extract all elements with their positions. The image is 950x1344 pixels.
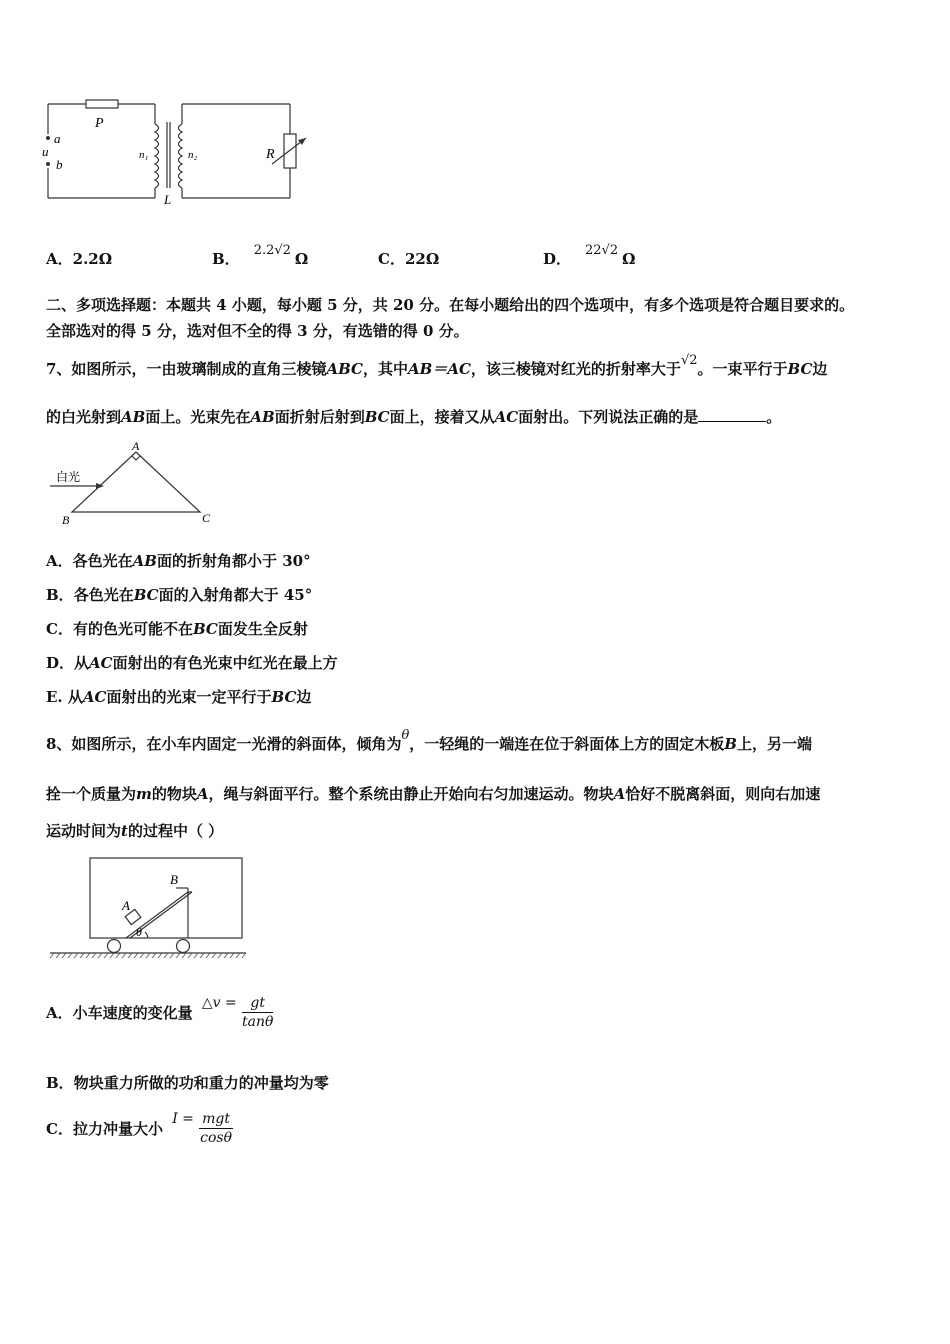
label-b: b bbox=[56, 157, 63, 172]
answer-blank[interactable] bbox=[698, 407, 766, 422]
cart-label-A: A bbox=[122, 898, 130, 913]
circuit-diagram bbox=[40, 92, 320, 207]
prism-label-C: C bbox=[202, 511, 211, 525]
label-a: a bbox=[54, 131, 61, 146]
section-heading-line1: 二、多项选择题：本题共 4 小题，每小题 5 分，共 20 分。在每小题给出的四个选项中，有多个选项是符合题目要求的。 bbox=[46, 296, 855, 314]
q8-stem-line1: 8、如图所示，在小车内固定一光滑的斜面体，倾角为θ，一轻绳的一端连在位于斜面体上方的固定木板B上，另一端 bbox=[46, 728, 812, 753]
prism-figure bbox=[46, 438, 216, 530]
label-R: R bbox=[266, 147, 275, 162]
q8-option-b[interactable]: B．物块重力所做的功和重力的冲量均为零 bbox=[46, 1074, 329, 1092]
label-P: P bbox=[95, 116, 104, 131]
q6-option-a[interactable] bbox=[46, 248, 112, 269]
q8-stem-line2: 拴一个质量为m的物块A，绳与斜面平行。整个系统由静止开始向右匀加速运动。物块A恰好不脱离斜面，则向右加速 bbox=[46, 785, 821, 803]
q8-option-a[interactable]: A．小车速度的变化量 △v = $\frac{gt}{\tan\theta}$ bbox=[46, 994, 274, 1030]
q6-option-d[interactable] bbox=[543, 243, 636, 269]
option-letter: A． bbox=[46, 250, 73, 268]
impulse-fraction: $\frac{\text{mgt}}{\cos\theta}$ bbox=[200, 1111, 233, 1146]
q8-option-c[interactable]: C．拉力冲量大小 I = $\frac{\text{mgt}}{\cos\theta}$ bbox=[46, 1110, 233, 1146]
q6-option-b[interactable] bbox=[212, 243, 309, 269]
prism-label-white-light: 白光 bbox=[56, 470, 81, 484]
cart-label-B: B bbox=[170, 872, 178, 887]
q8-stem-line3: 运动时间为t的过程中（ ） bbox=[46, 822, 224, 840]
label-L: L bbox=[164, 192, 172, 207]
q7-option-e[interactable]: E. 从AC面射出的光束一定平行于BC边 bbox=[46, 688, 312, 706]
q7-option-a[interactable]: A．各色光在AB面的折射角都小于 30° bbox=[46, 552, 311, 570]
label-n1: n₁ bbox=[139, 149, 149, 161]
q6-option-c[interactable] bbox=[378, 248, 439, 269]
option-letter: C． bbox=[378, 250, 405, 268]
cart-figure bbox=[48, 854, 248, 964]
option-letter: B． bbox=[212, 250, 240, 268]
option-text: 22Ω bbox=[404, 250, 440, 268]
option-text: 2.2Ω bbox=[72, 250, 113, 268]
transformer-circuit-figure bbox=[40, 92, 320, 207]
q7-option-d[interactable]: D．从AC面射出的有色光束中红光在最上方 bbox=[46, 654, 338, 672]
label-u: u bbox=[42, 144, 49, 159]
option-expression: 2.2√2 bbox=[253, 243, 291, 258]
q7-stem-line2: 的白光射到AB面上。光束先在AB面折射后射到BC面上，接着又从AC面射出。下列说法正确的是 。 bbox=[46, 408, 782, 426]
prism-label-A: A bbox=[132, 439, 140, 453]
option-unit: Ω bbox=[294, 250, 309, 268]
label-n2: n₂ bbox=[188, 149, 198, 161]
option-expression: 22√2 bbox=[585, 243, 619, 258]
prism-diagram bbox=[46, 438, 216, 530]
section-heading-line2: 全部选对的得 5 分，选对但不全的得 3 分，有选错的得 0 分。 bbox=[46, 322, 469, 340]
cart-label-theta: θ bbox=[136, 925, 142, 939]
option-unit: Ω bbox=[622, 250, 636, 268]
option-letter: D． bbox=[543, 250, 572, 268]
cart-diagram bbox=[48, 854, 248, 964]
prism-label-B: B bbox=[62, 513, 70, 527]
q7-option-c[interactable]: C．有的色光可能不在BC面发生全反射 bbox=[46, 620, 308, 638]
q7-option-b[interactable]: B．各色光在BC面的入射角都大于 45° bbox=[46, 586, 313, 604]
velocity-change-fraction: $\frac{gt}{\tan\theta}$ bbox=[241, 995, 274, 1030]
q7-stem-line1: 7、如图所示，一由玻璃制成的直角三棱镜ABC，其中AB＝AC，该三棱镜对红光的折射率大于√2。一束平行于BC边 bbox=[46, 353, 828, 378]
